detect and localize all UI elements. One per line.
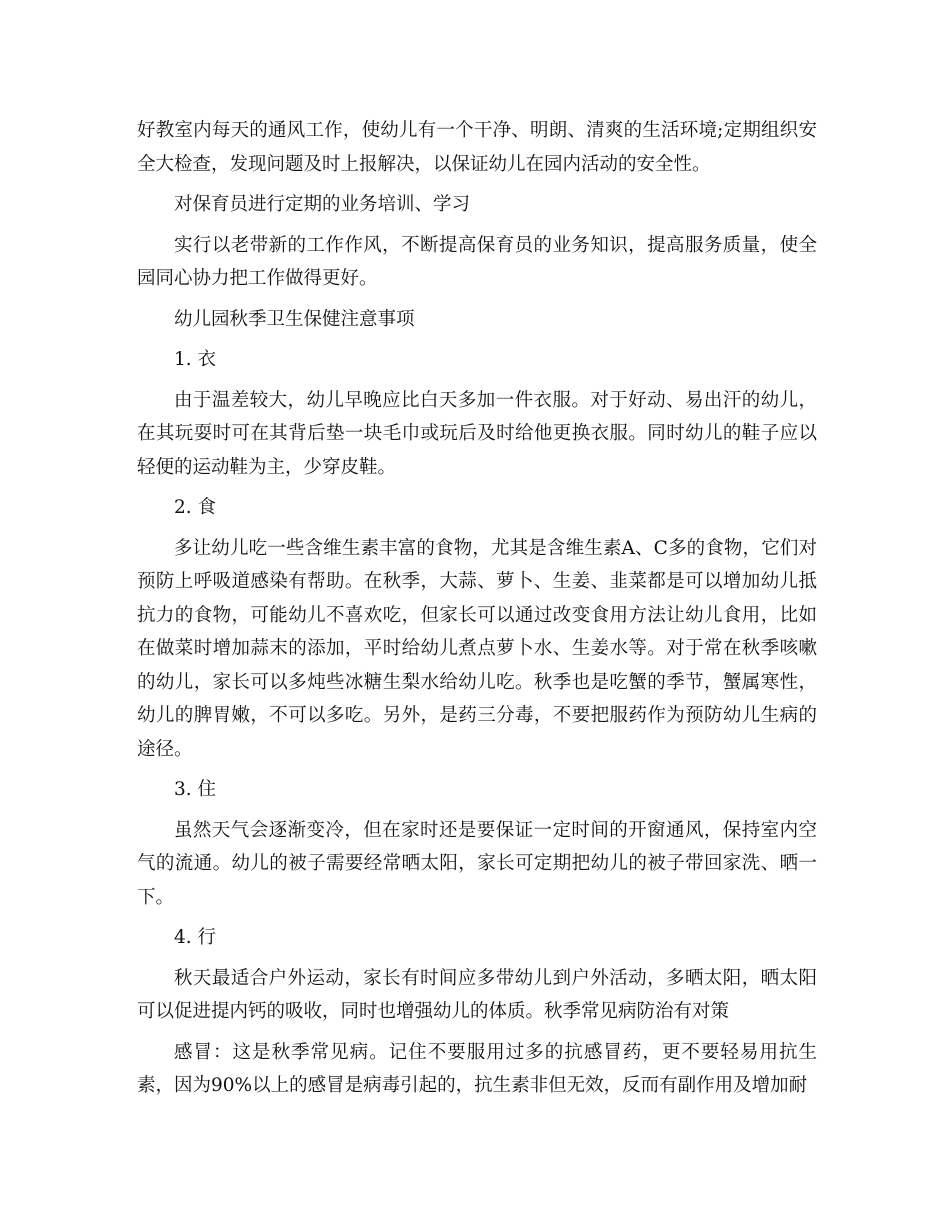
paragraph-activity: 秋天最适合户外运动，家长有时间应多带幼儿到户外活动，多晒太阳，晒太阳可以促进提内钙的吸收，同时也增强幼儿的体质。秋季常见病防治有对策 xyxy=(137,967,817,1022)
heading-food: 2. 食 xyxy=(174,497,217,518)
paragraph-food: 多让幼儿吃一些含维生素丰富的食物，尤其是含维生素A、C多的食物，它们对预防上呼吸道感染有帮助。在秋季，大蒜、萝卜、生姜、韭菜都是可以增加幼儿抵抗力的食物，可能幼儿不喜欢吃，但家长可以通过改变食用方法让幼儿食用，比如在做菜时增加蒜末的添加，平时给幼儿煮点萝卜水、生姜水等。对于常在秋季咳嗽的幼儿，家长可以多炖些冰糖生梨水给幼儿吃。秋季也是吃蟹的季节，蟹属寒性，幼儿的脾胃嫩，不可以多吃。另外，是药三分毒，不要把服药作为预防幼儿生病的途径。 xyxy=(137,537,817,760)
paragraph-ventilation-safety: 好教室内每天的通风工作，使幼儿有一个干净、明朗、清爽的生活环境;定期组织安全大检查，发现问题及时上报解决，以保证幼儿在园内活动的安全性。 xyxy=(137,120,817,175)
paragraph-cold: 感冒：这是秋季常见病。记住不要服用过多的抗感冒药，更不要轻易用抗生素，因为90%以上的感冒是病毒引起的，抗生素非但无效，反而有副作用及增加耐 xyxy=(137,1041,817,1096)
paragraph-housing: 虽然天气会逐渐变冷，但在家时还是要保证一定时间的开窗通风，保持室内空气的流通。幼儿的被子需要经常晒太阳，家长可定期把幼儿的被子带回家洗、晒一下。 xyxy=(137,819,817,908)
heading-activity: 4. 行 xyxy=(174,927,217,948)
document-body xyxy=(137,114,817,1110)
heading-housing: 3. 住 xyxy=(174,779,217,800)
paragraph-clothing: 由于温差较大，幼儿早晚应比白天多加一件衣服。对于好动、易出汗的幼儿，在其玩耍时可在其背后垫一块毛巾或玩后及时给他更换衣服。同时幼儿的鞋子应以轻便的运动鞋为主，少穿皮鞋。 xyxy=(137,389,817,478)
heading-staff-training: 对保育员进行定期的业务培训、学习 xyxy=(174,194,471,215)
heading-autumn-health-notes: 幼儿园秋季卫生保健注意事项 xyxy=(174,308,415,330)
paragraph-staff-training: 实行以老带新的工作作风，不断提高保育员的业务知识，提高服务质量，使全园同心协力把工作做得更好。 xyxy=(137,234,817,289)
heading-clothing: 1. 衣 xyxy=(174,349,217,370)
